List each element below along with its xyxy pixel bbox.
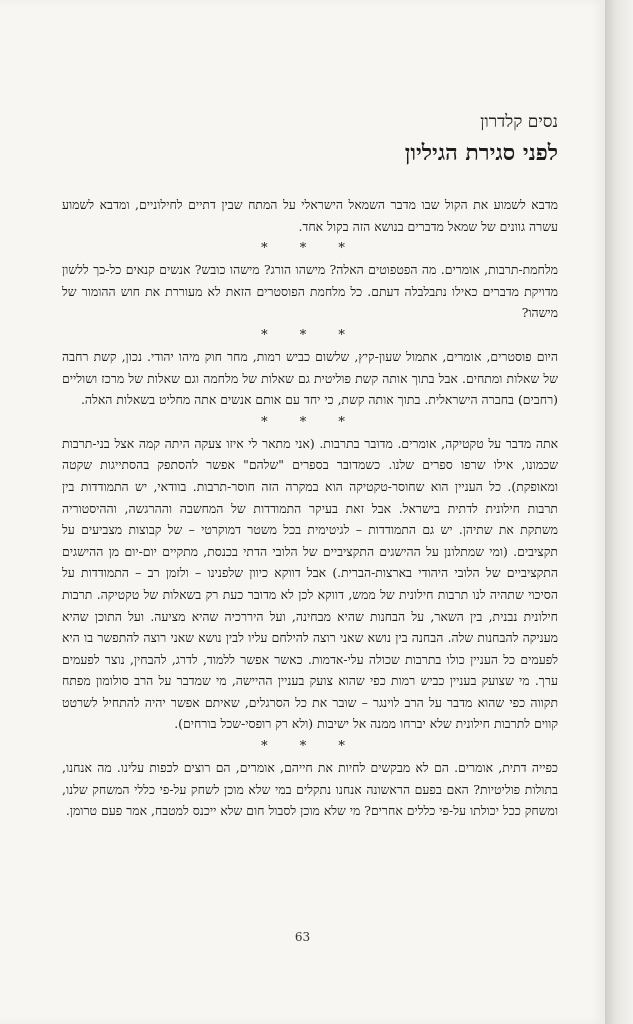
section-divider: * * * [261, 739, 359, 755]
paragraph-3: היום פוסטרים, אומרים, אתמול שעון-קיץ, שלשום כביש רמות, מחר חוק מיהו יהודי. נכון, קשת רחבה של שאלות ומתחים. אבל בתוך אותה קשת פוליטית גם שאלות של מלחמה וגם שאלות של מרכז ושוליים (רחבים) בחברה הישראלית. בתוך אותה קשת, כי יחד עם אותם אנשים אתה מחליט בשאלות האלה. [62, 348, 558, 408]
section-divider: * * * [261, 327, 359, 343]
article [62, 112, 558, 822]
section-divider: * * * [261, 241, 359, 257]
section-divider: * * * [261, 414, 359, 430]
page-edge [605, 0, 633, 1024]
paragraph-2: מלחמת-תרבות, אומרים. מה הפטפוטים האלה? מישהו הורג? מישהו כובש? אנשים קנאים כל-כך ללשון מדויקת מדברים כאילו נתבלבלה דעתם. כל מלחמת הפוסטרים הזאת לא מעוררת את חוש ההומור של מישהו? [62, 262, 558, 321]
paragraph-4: אתה מדבר על טקטיקה, אומרים. מדובר בתרבות. (אני מתאר לי איזו צעקה היתה קמה אצל בני-תרבות שכמונו, אילו שרפו ספרים שלנו. כשמדובר בספרים "שלהם" אפשר להסתפק בהסתייגות שקטה ומאופקת). כל העניין הוא שחוסר-טקטיקה הוא במקרה הזה חוסר-תרבות. בוודאי, יש התמודדות בין תרבות חילונית לדתית בישראל. אבל זאת בעיקר התמודדות של המחשבה וההרגשה, וההיסטוריה משתקת את שתיהן. יש גם התמודדות – לגיטימית בכל משטר דמוקרטי – של קבוצות מצביעים על תקציבים. (ומי שמתלונן על ההישגים התקציביים של הלובי הדתי בכנסת, מתקיים יום-יום מן ההישגים התקציביים של הלובי היהודי בארצות-הברית.) אבל דווקא כיוון שלפנינו – ולזמן רב – התמודדות על הסיכוי שתהיה לנו תרבות חילונית של ממש, דווקא לכן לא מדובר כעת רק בשאלות של טקטיקה. תרבות חילונית נבנית, בין השאר, על הבחנות שהיא מבחינה, ועל היררכיה שהיא מציעה. ועל התוכן שהיא מעניקה להבחנות שלה. הבחנה בין נושא שאני רוצה להילחם עליו לבין נושא שאני רוצה להתפשר בו היא לפעמים כל העניין כולו בתרבות שכולה עלי-אדמות. כאשר אפשר ללמוד, לדרג, להבחין, נוצר לפעמים ערך. מי שצועק בעניין כביש רמות כפי שהוא צועק בעניין ההיישה, מי שמדבר על הרב סולומון מפתח תקווה כפי שהוא מדבר על הרב לוינגר – שובר את כל הסרגלים, שאיתם אפשר יהיה להתחיל לשרטט קווים לתרבות חילונית שלא יברחו ממנה אל ישיבות (ולא רק רופסי-שכל בורחים). [62, 435, 558, 732]
page-number: 63 [294, 930, 311, 944]
paragraph-1: מדבא לשמוע את הקול שבו מדבר השמאל הישראלי על המתח שבין דתיים לחילוניים, ומדבא לשמוע עשרה גוונים של שמאל מדברים בנושא הזה בקול אחד. [62, 197, 558, 234]
author-name: נסים קלדרון [480, 112, 558, 132]
article-title: לפני סגירת הגיליון [404, 140, 558, 166]
paragraph-5: כפייה דתית, אומרים. הם לא מבקשים לחיות את חייהם, אומרים, הם רוצים לכפות עלינו. מה אנחנו, בתולות פוליטיות? האם בפעם הראשונה אנחנו נתקלים במי שלא מוכן לשחק על-פי כללי המשחק שלנו, ומשחק ככל יכולתו על-פי כללים אחרים? מי שלא מוכן לסבול חום שלא ייכנס למטבח, אמר פעם טרומן. [62, 760, 558, 819]
